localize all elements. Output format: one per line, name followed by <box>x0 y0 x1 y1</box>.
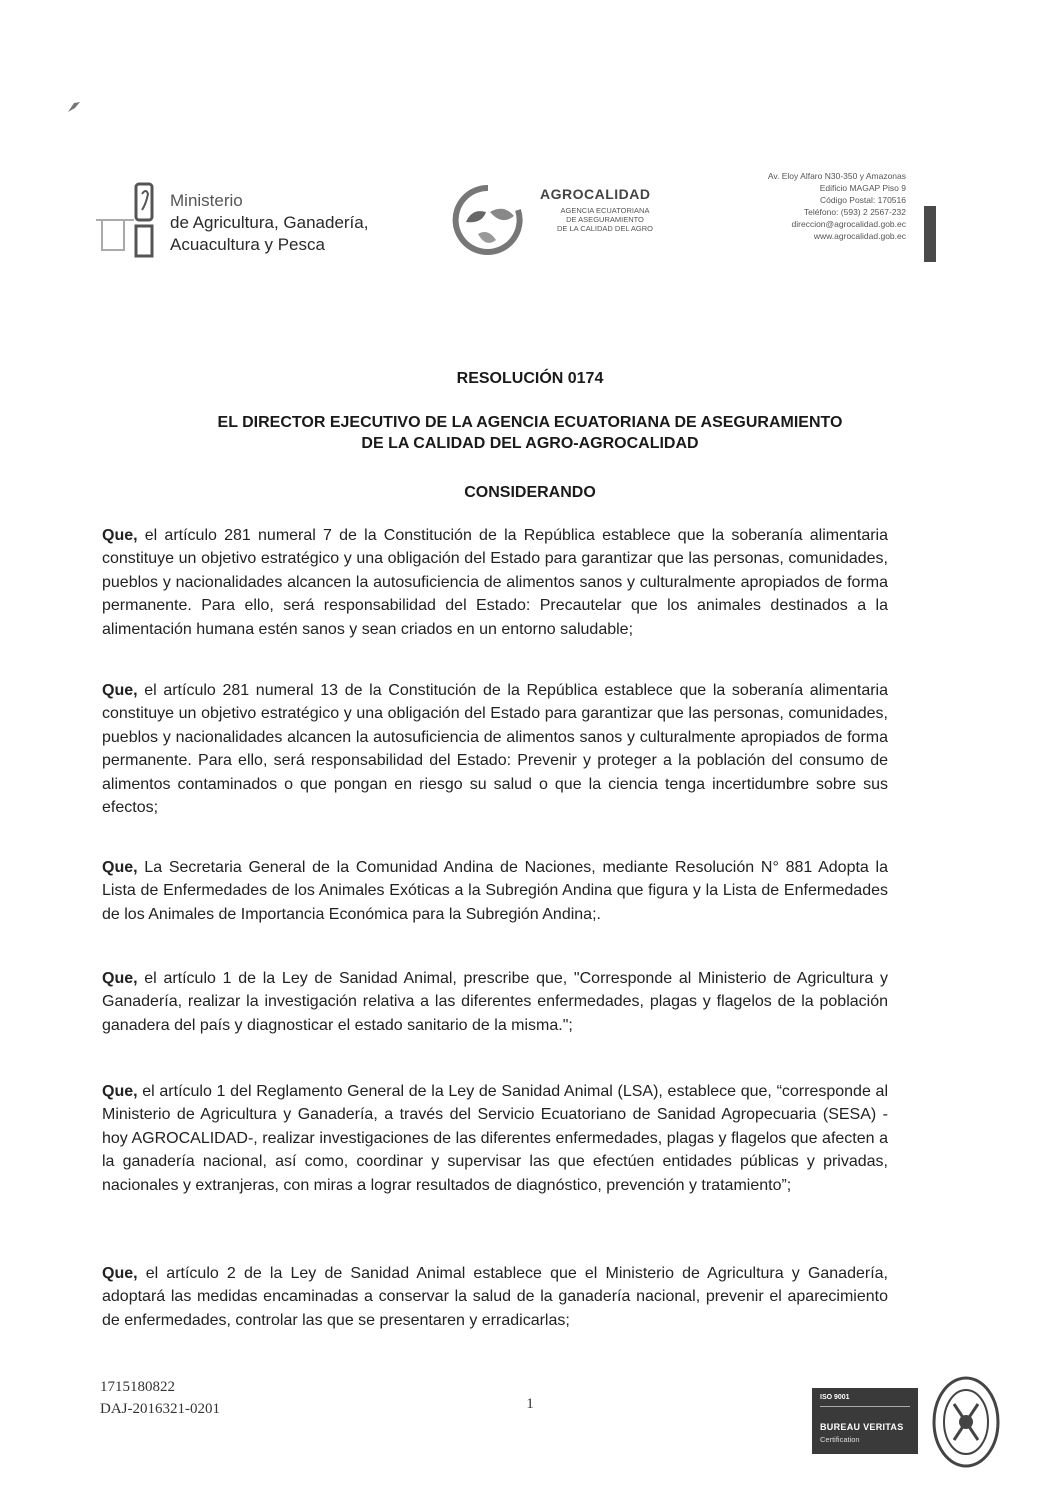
paragraph-text: el artículo 281 numeral 13 de la Constitución de la República establece que la soberanía alimentaria constituye un objetivo estratégico y una obligación del Estado para garantizar que las personas, comunidades, pueblos y nacionalidades alcancen la autosuficiencia de alimentos sanos y culturalmente apropiados de forma permanente. Para ello, será responsabilidad del Estado: Prevenir y proteger a la población del consumo de alimentos contaminados o que pongan en riesgo su salud o que la ciencia tenga incertidumbre sobre sus efectos; <box>102 682 888 817</box>
document-code-id: 1715180822 <box>100 1379 175 1395</box>
cert-label: Certification <box>820 1435 860 1444</box>
address-line2: Edificio MAGAP Piso 9 <box>819 183 906 193</box>
bureau-veritas-seal-icon <box>930 1374 1002 1470</box>
paragraph <box>102 1080 888 1197</box>
ministry-name-line1: Ministerio <box>170 191 243 210</box>
paragraph-lead: Que, <box>102 970 138 987</box>
paragraph-lead: Que, <box>102 682 138 699</box>
considerando-heading: CONSIDERANDO <box>464 484 596 501</box>
paragraph-lead: Que, <box>102 1083 138 1100</box>
paragraph-lead: Que, <box>102 859 138 876</box>
certification-badge <box>812 1374 1002 1470</box>
scan-mark-icon <box>66 100 82 114</box>
paragraph <box>102 524 888 641</box>
director-heading-line2: DE LA CALIDAD DEL AGRO-AGROCALIDAD <box>361 435 699 452</box>
cert-name: BUREAU VERITAS <box>820 1422 904 1432</box>
paragraph-text: el artículo 1 de la Ley de Sanidad Animal, prescribe que, "Corresponde al Ministerio de Agricultura y Ganadería, realizar la investigación relativa a las diferentes enfermedades, plagas y flagelos de la población ganadera del país y diagnosticar el estado sanitario de la misma."; <box>102 970 888 1034</box>
director-heading <box>0 412 1060 454</box>
paragraph <box>102 856 888 926</box>
resolution-title: RESOLUCIÓN 0174 <box>456 370 604 387</box>
address-line3: Código Postal: 170516 <box>819 195 906 205</box>
director-heading-line1: EL DIRECTOR EJECUTIVO DE LA AGENCIA ECUATORIANA DE ASEGURAMIENTO <box>217 414 843 431</box>
address-block <box>768 170 906 242</box>
page-number: 1 <box>526 1396 534 1412</box>
paragraph-lead: Que, <box>102 1265 138 1282</box>
paragraph-text: La Secretaria General de la Comunidad Andina de Naciones, mediante Resolución N° 881 Adopta la Lista de Enfermedades de los Animales Exóticas a la Subregión Andina que figura y la Lista de Enfermedades de los Animales de Importancia Económica para la Subregión Andina;. <box>102 859 888 923</box>
paragraph <box>102 967 888 1037</box>
paragraph-lead: Que, <box>102 527 138 544</box>
ministry-name-line2: de Agricultura, Ganadería, <box>170 213 369 232</box>
ministry-logo-icon <box>96 180 162 260</box>
paragraph-text: el artículo 2 de la Ley de Sanidad Animal establece que el Ministerio de Agricultura y Ganadería, adoptará las medidas encaminadas a conservar la salud de la ganadería nacional, prevenir el aparecimiento de enfermedades, controlar las que se presentaren y erradicarlas; <box>102 1265 888 1329</box>
address-phone: Teléfono: (593) 2 2567-232 <box>803 207 906 217</box>
agency-header <box>448 182 688 262</box>
agency-subtitle-line2: DE ASEGURAMIENTO <box>566 215 644 224</box>
paragraph <box>102 679 888 819</box>
cert-iso-label: ISO 9001 <box>820 1394 850 1401</box>
address-website: www.agrocalidad.gob.ec <box>813 231 906 241</box>
paragraph-text: el artículo 281 numeral 7 de la Constitución de la República establece que la soberanía alimentaria constituye un objetivo estratégico y una obligación del Estado para garantizar que las personas, comunidades, pueblos y nacionalidades alcancen la autosuficiencia de alimentos sanos y culturalmente apropiados de forma permanente. Para ello, será responsabilidad del Estado: Precautelar que los animales destinados a la alimentación humana estén sanos y sean criados en un entorno saludable; <box>102 527 888 638</box>
agency-subtitle-line1: AGENCIA ECUATORIANA <box>560 206 650 215</box>
header-accent-bar <box>924 206 936 262</box>
ministry-header <box>96 176 416 266</box>
agency-name: AGROCALIDAD <box>540 186 651 202</box>
paragraph-text: el artículo 1 del Reglamento General de la Ley de Sanidad Animal (LSA), establece que, “corresponde al Ministerio de Agricultura y Ganadería, a través del Servicio Ecuatoriano de Sanidad Agropecuaria (SESA) - hoy AGROCALIDAD-, realizar investigaciones de las diferentes enfermedades, plagas y flagelos que afecten a la ganadería nacional, así como, coordinar y supervisar las que efectúen entidades públicas y privadas, nacionales y extranjeras, con miras a lograr resultados de diagnóstico, prevención y tratamiento”; <box>102 1083 888 1194</box>
ministry-name-line3: Acuacultura y Pesca <box>170 235 325 254</box>
document-code-daj: DAJ-2016321-0201 <box>100 1401 220 1417</box>
paragraph <box>102 1262 888 1332</box>
address-line1: Av. Eloy Alfaro N30-350 y Amazonas <box>767 171 906 181</box>
agrocalidad-logo-icon <box>448 182 528 260</box>
address-email: direccion@agrocalidad.gob.ec <box>791 219 906 229</box>
agency-subtitle-line3: DE LA CALIDAD DEL AGRO <box>556 224 653 233</box>
